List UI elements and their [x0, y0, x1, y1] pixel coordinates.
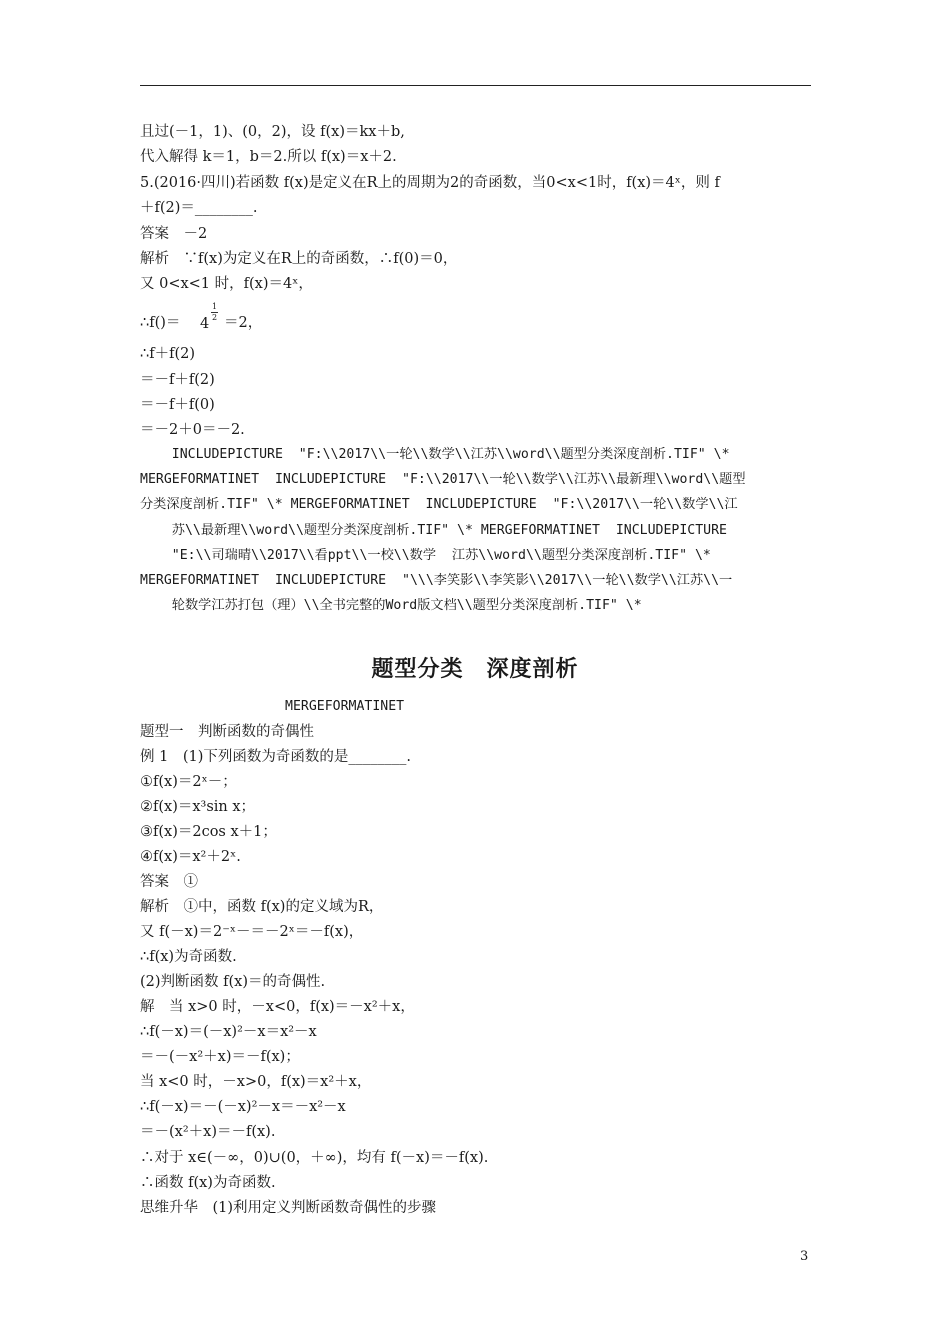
problem-5-blank: ＋f(2)＝________.: [140, 200, 258, 216]
text-line: 且过(－1，1)、(0，2)，设 f(x)＝kx＋b,: [140, 124, 405, 140]
problem-5-line: 5.(2016·四川)若函数 f(x)是定义在R上的周期为2的奇函数，当0<x<1时，f(x)＝4ˣ，则 f: [140, 175, 720, 191]
field-code-line: 分类深度剖析.TIF" \* MERGEFORMATINET INCLUDEPICTURE "F:\\2017\\一轮\\数学\\江: [140, 497, 738, 512]
text-line: 又 0<x<1 时，f(x)＝4ˣ，: [140, 276, 313, 292]
summary-line: 思维升华 (1)利用定义判断函数奇偶性的步骤: [140, 1200, 437, 1216]
exponent-numerator: 1: [212, 302, 218, 311]
section-heading: 题型分类 深度剖析: [371, 657, 579, 682]
option-line: ②f(x)＝x³sin x；: [140, 799, 256, 815]
text-line: 当 x<0 时，－x>0，f(x)＝x²＋x，: [140, 1074, 372, 1090]
analysis-line: 解析 ①中，函数 f(x)的定义域为R，: [140, 899, 384, 915]
field-code-line: INCLUDEPICTURE "F:\\2017\\一轮\\数学\\江苏\\word\\题型分类深度剖析.TIF" \*: [140, 447, 730, 462]
field-code-line: "E:\\司瑞晴\\2017\\看ppt\\一校\\数学 江苏\\word\\题型分类深度剖析.TIF" \*: [140, 548, 711, 563]
text-line: ＝－f＋f(0): [140, 397, 215, 413]
answer-line: 答案 ①: [140, 874, 198, 890]
text-line: 又 f(－x)＝2⁻ˣ－＝－2ˣ＝－f(x)，: [140, 924, 364, 940]
formula-suffix: ＝2，: [224, 315, 263, 331]
field-code-tail: MERGEFORMATINET: [285, 699, 405, 714]
field-code-line: 轮数学江苏打包（理）\\全书完整的Word版文档\\题型分类深度剖析.TIF" \*: [140, 598, 642, 613]
answer-line: 答案 －2: [140, 226, 208, 242]
exponent-denominator: 2: [212, 313, 218, 322]
solution-line: 解 当 x>0 时，－x<0，f(x)＝－x²＋x，: [140, 999, 415, 1015]
text-line: ＝－(－x²＋x)＝－f(x)；: [140, 1049, 300, 1065]
text-line: ∴f(x)为奇函数.: [140, 949, 237, 965]
text-line: ∴f＋f(2): [140, 346, 195, 362]
field-code-line: MERGEFORMATINET INCLUDEPICTURE "\\\李笑影\\李笑影\\2017\\一轮\\数学\\江苏\\一: [140, 573, 733, 588]
text-line: 代入解得 k＝1，b＝2.所以 f(x)＝x＋2.: [140, 149, 397, 165]
text-line: ∴函数 f(x)为奇函数.: [140, 1175, 276, 1191]
field-code-line: MERGEFORMATINET INCLUDEPICTURE "F:\\2017\\一轮\\数学\\江苏\\最新理\\word\\题型: [140, 472, 746, 487]
option-line: ①f(x)＝2ˣ－；: [140, 774, 237, 790]
text-line: ＝－2＋0＝－2.: [140, 422, 245, 438]
topic-title: 题型一 判断函数的奇偶性: [140, 724, 314, 740]
formula-base: 4: [200, 316, 210, 332]
text-line: ∴f(－x)＝(－x)²－x＝x²－x: [140, 1024, 317, 1040]
header-rule: [140, 85, 811, 86]
text-line: ＝－(x²＋x)＝－f(x).: [140, 1124, 276, 1140]
text-line: ∴f(－x)＝－(－x)²－x＝－x²－x: [140, 1099, 346, 1115]
text-line: ∴对于 x∈(－∞，0)∪(0，＋∞)，均有 f(－x)＝－f(x).: [140, 1150, 489, 1166]
field-code-line: 苏\\最新理\\word\\题型分类深度剖析.TIF" \* MERGEFORMATINET INCLUDEPICTURE: [140, 523, 727, 538]
option-line: ④f(x)＝x²＋2ˣ.: [140, 849, 241, 865]
text-line: (2)判断函数 f(x)＝的奇偶性.: [140, 974, 326, 990]
text-line: ＝－f＋f(2): [140, 372, 215, 388]
option-line: ③f(x)＝2cos x＋1；: [140, 824, 277, 840]
example-1-line: 例 1 (1)下列函数为奇函数的是________.: [140, 749, 411, 765]
analysis-line: 解析 ∵f(x)为定义在R上的奇函数，∴f(0)＝0，: [140, 251, 458, 267]
page-number: 3: [800, 1249, 809, 1264]
formula-prefix: ∴f()＝: [140, 315, 181, 331]
